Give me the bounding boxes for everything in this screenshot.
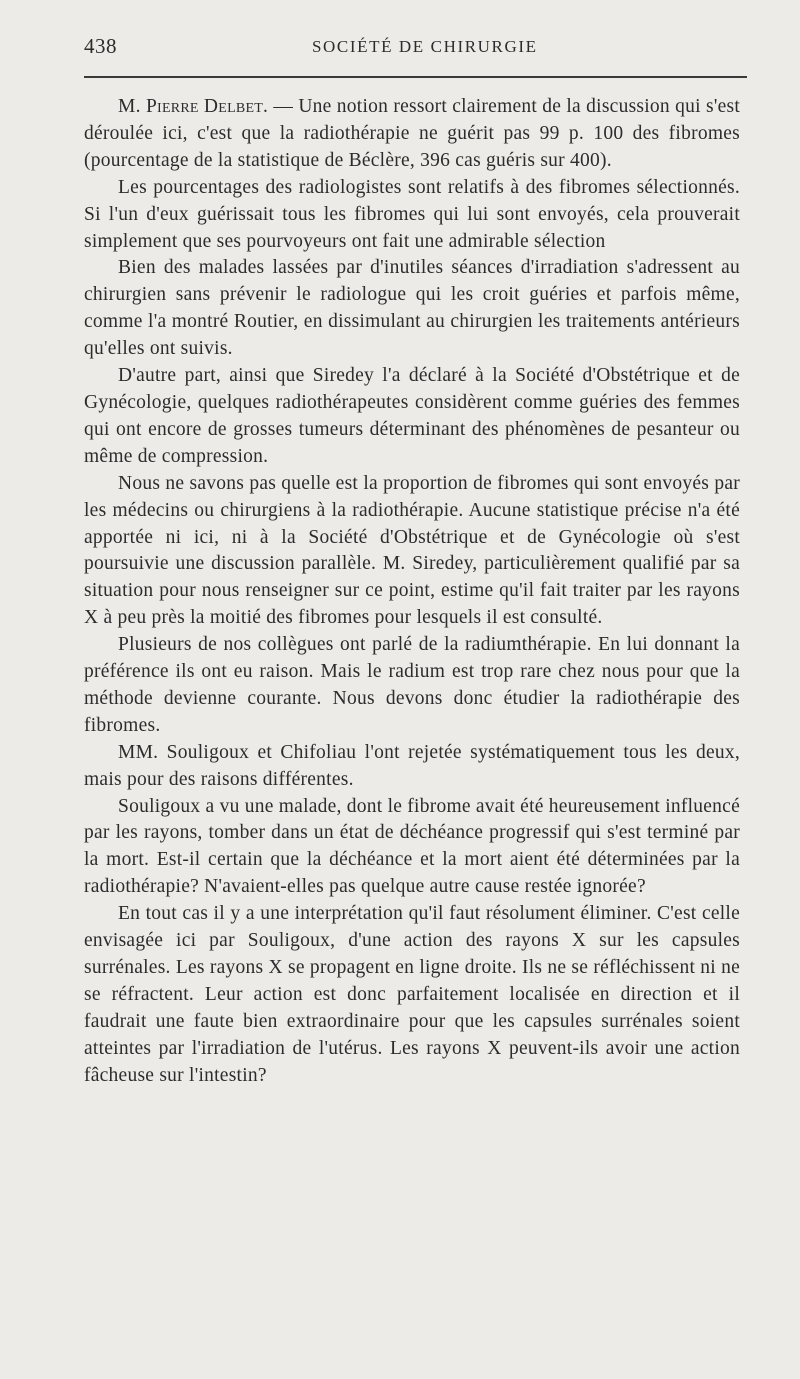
- speaker-name: Pierre Delbet.: [145, 96, 269, 117]
- paragraph-7: MM. Souligoux et Chifoliau l'ont rejetée systématiquement tous les deux, mais pour des raisons différentes.: [84, 741, 740, 790]
- page-header: [84, 34, 740, 58]
- paragraph-8: Souligoux a vu une malade, dont le fibrome avait été heureusement influencé par les rayons, tomber dans un état de déchéance progressif qui s'est terminé par la mort. Est-il certain que la déchéance et la mort aient été déterminées par la radiothérapie? N'avaient-elles pas quelque autre cause restée ignorée?: [84, 795, 740, 898]
- paragraph-5: Nous ne savons pas quelle est la proportion de fibromes qui sont envoyés par les médecins ou chirurgiens à la radiothérapie. Aucune statistique précise n'a été apportée ni ici, ni à la Société d'Obstétrique et de Gynécologie où s'est poursuivie une discussion parallèle. M. Siredey, particulièrement qualifié par sa situation pour nous renseigner sur ce point, estime qu'il fait traiter par les rayons X à peu près la moitié des fibromes pour lesquels il est consulté.: [84, 472, 740, 629]
- paragraph-4: D'autre part, ainsi que Siredey l'a déclaré à la Société d'Obstétrique et de Gynécologie, quelques radiothérapeutes considèrent comme guéries des femmes qui ont encore de grosses tumeurs déterminant des phénomènes de pesanteur ou même de compression.: [84, 365, 740, 467]
- page-number: 438: [84, 34, 117, 58]
- paragraph-1-text: — Une notion ressort clairement de la discussion qui s'est déroulée ici, c'est que la radiothérapie ne guérit pas 99 p. 100 des fibromes (pourcentage de la statistique de Béclère, 396 cas guéris sur 400).: [84, 96, 741, 171]
- header-rule: [84, 76, 747, 78]
- paragraph-1: [84, 94, 740, 175]
- paragraph-2: Les pourcentages des radiologistes sont relatifs à des fibromes sélectionnés. Si l'un d'eux guérissait tous les fibromes qui lui sont envoyés, cela prouverait simplement que ses pourvoyeurs ont fait une admirable sélection: [84, 176, 740, 252]
- paragraph-6: Plusieurs de nos collègues ont parlé de la radiumthérapie. En lui donnant la préférence ils ont eu raison. Mais le radium est trop rare chez nous pour que la méthode devienne courante. Nous devons donc étudier la radiothérapie des fibromes.: [84, 634, 740, 736]
- speaker-title: M.: [118, 96, 141, 117]
- paragraph-3: Bien des malades lassées par d'inutiles séances d'irradiation s'adressent au chirurgien sans prévenir le radiologue qui les croit guéries et parfois même, comme l'a montré Routier, en dissimulant au chirurgien les traitements antérieurs qu'elles ont suivis.: [84, 257, 740, 360]
- running-title: SOCIÉTÉ DE CHIRURGIE: [312, 37, 538, 56]
- body-text: [84, 94, 740, 1090]
- paragraph-9: En tout cas il y a une interprétation qu'il faut résolument éliminer. C'est celle envisagée ici par Souligoux, d'une action des rayons X sur les capsules surrénales. Les rayons X se propagent en ligne droite. Ils ne se réfléchissent ni ne se réfractent. Leur action est donc parfaitement localisée en direction et il faudrait une faute bien extraordinaire pour que les capsules surrénales soient atteintes par l'irradiation de l'utérus. Les rayons X peuvent-ils avoir une action fâcheuse sur l'intestin?: [84, 903, 740, 1086]
